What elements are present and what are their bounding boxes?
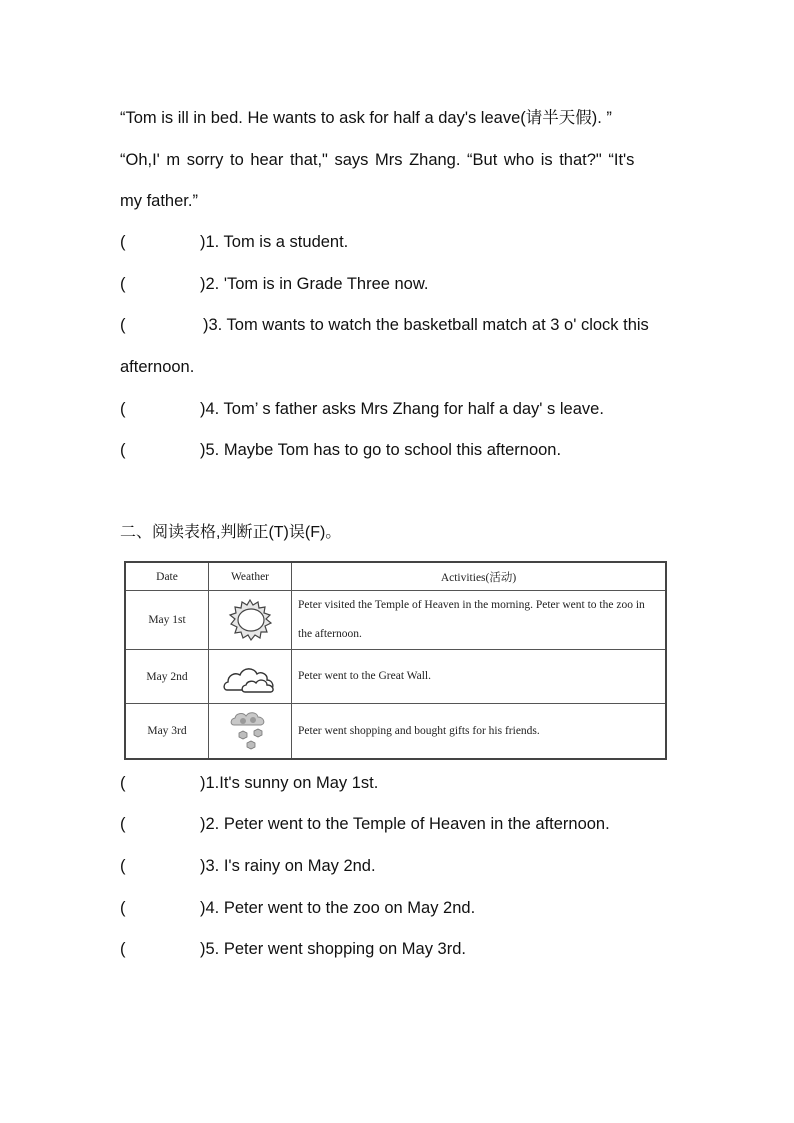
question-text: )5. Peter went shopping on May 3rd.: [200, 940, 466, 958]
header-activities: Activities(活动): [292, 562, 667, 591]
part1-question-1: [120, 232, 348, 252]
question-text: )5. Maybe Tom has to go to school this afternoon.: [200, 441, 562, 459]
row-activity: Peter went shopping and bought gifts for his friends.: [292, 704, 667, 760]
part2-question-4: [120, 898, 475, 918]
table-row: [125, 704, 666, 760]
table-row: [125, 650, 666, 704]
part2-question-2: [120, 814, 610, 834]
question-text: )3. I's rainy on May 2nd.: [200, 857, 376, 875]
row-date: May 3rd: [125, 704, 209, 760]
table-header-row: [125, 562, 666, 591]
weather-table: [124, 561, 667, 760]
answer-blank[interactable]: (: [120, 441, 126, 459]
part1-question-4: [120, 399, 604, 419]
answer-blank[interactable]: (: [120, 857, 126, 875]
row-activity: Peter went to the Great Wall.: [292, 650, 667, 704]
passage-line-3: my father.”: [120, 192, 198, 210]
question-text: afternoon.: [120, 358, 195, 376]
question-text: )2. Peter went to the Temple of Heaven in the afternoon.: [200, 815, 610, 833]
question-text: )2. 'Tom is in Grade Three now.: [200, 275, 429, 293]
part1-question-3-continued: [120, 357, 194, 377]
part1-question-2: [120, 274, 428, 294]
snow-icon: [209, 704, 292, 760]
answer-blank[interactable]: (: [120, 316, 126, 334]
section-heading: 二、阅读表格,判断正(T)误(F)。: [120, 524, 342, 541]
question-text: )4. Tom’ s father asks Mrs Zhang for half a day' s leave.: [200, 400, 604, 418]
answer-blank[interactable]: (: [120, 233, 126, 251]
answer-blank[interactable]: (: [120, 815, 126, 833]
part1-question-3: [120, 315, 649, 335]
row-date: May 1st: [125, 591, 209, 650]
question-text: )1.It's sunny on May 1st.: [200, 774, 379, 792]
answer-blank[interactable]: (: [120, 275, 126, 293]
header-date: Date: [125, 562, 209, 591]
answer-blank[interactable]: (: [120, 774, 126, 792]
passage-line-2: “Oh,I' m sorry to hear that," says Mrs Zhang. “But who is that?" “It's: [120, 151, 635, 169]
question-text: )3. Tom wants to watch the basketball match at 3 o' clock this: [203, 316, 649, 334]
question-text: )4. Peter went to the zoo on May 2nd.: [200, 899, 476, 917]
header-weather: Weather: [209, 562, 292, 591]
part2-question-5: [120, 939, 466, 959]
row-activity: Peter visited the Temple of Heaven in the morning. Peter went to the zoo in the afternoon.: [292, 591, 667, 650]
answer-blank[interactable]: (: [120, 400, 126, 418]
cloud-icon: [209, 650, 292, 704]
table-row: [125, 591, 666, 650]
answer-blank[interactable]: (: [120, 899, 126, 917]
row-date: May 2nd: [125, 650, 209, 704]
part2-question-1: [120, 773, 378, 793]
part1-question-5: [120, 440, 561, 460]
part2-question-3: [120, 856, 376, 876]
sun-icon: [209, 591, 292, 650]
answer-blank[interactable]: (: [120, 940, 126, 958]
question-text: )1. Tom is a student.: [200, 233, 349, 251]
passage-line-1: “Tom is ill in bed. He wants to ask for half a day's leave(请半天假). ”: [120, 109, 612, 127]
